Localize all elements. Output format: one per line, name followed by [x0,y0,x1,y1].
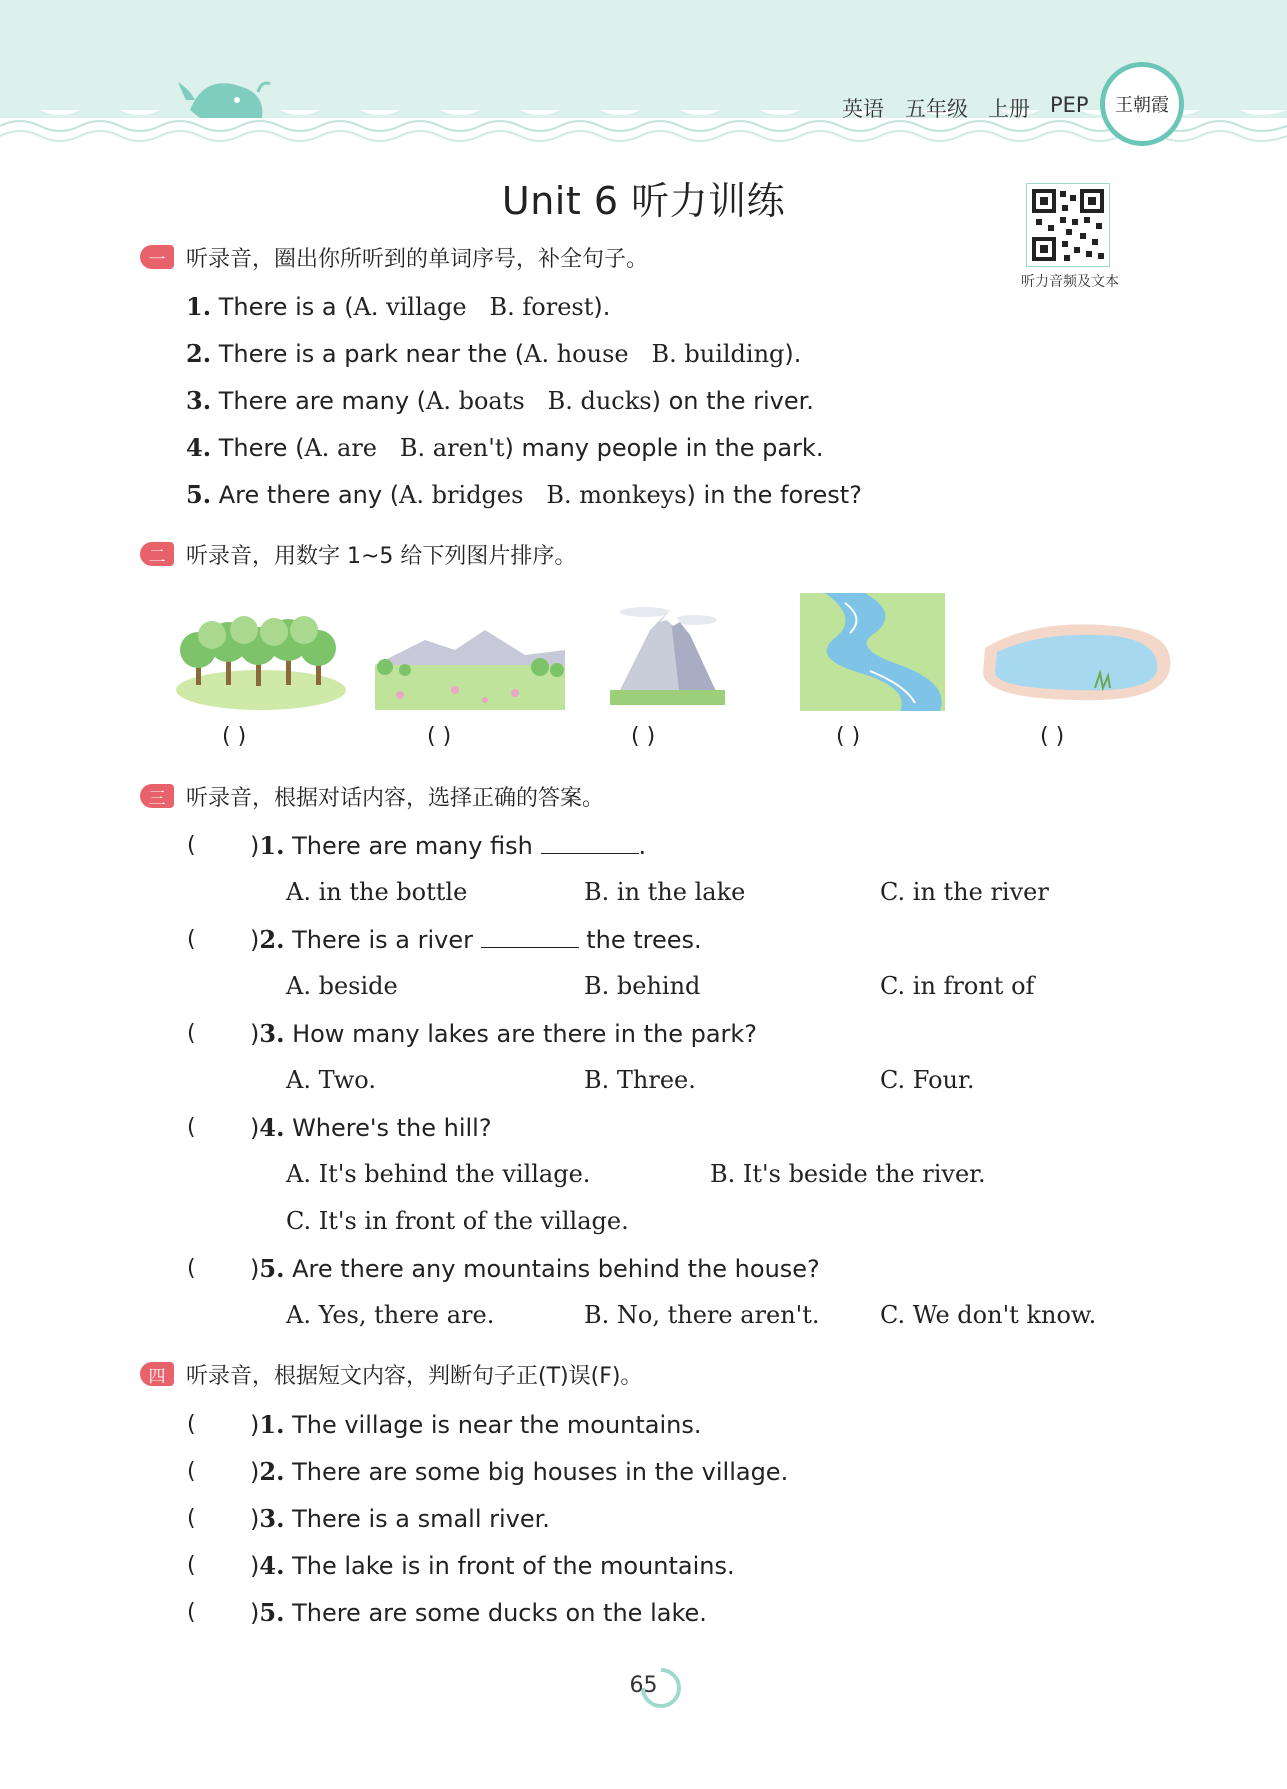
s1-item-4: 4. There (A. are B. aren't) many people in the park. [186,433,824,462]
section-2-badge: 二 [140,542,174,566]
section-4-header [140,1359,642,1389]
s3-q4-option-a[interactable]: A. It's behind the village. [286,1160,591,1188]
s3-q1: )1. There are many fish . [250,831,647,860]
s3-q1-option-a[interactable]: A. in the bottle [286,878,468,906]
mountain-picture [605,590,730,710]
s4-s4-paren-open[interactable]: ( [187,1553,196,1578]
s4-s3-paren-open[interactable]: ( [187,1506,196,1531]
section-1-badge: 一 [140,245,174,269]
s4-statement-3: )3. There is a small river. [250,1504,550,1533]
s3-q3-option-a[interactable]: A. Two. [286,1066,376,1094]
s4-statement-1: )1. The village is near the mountains. [250,1410,702,1439]
s3-q2-blank[interactable] [481,925,579,948]
s3-q2-option-a[interactable]: A. beside [286,972,398,1000]
s4-s1-paren-open[interactable]: ( [187,1412,196,1437]
s2-answer-1[interactable]: ( ) [222,724,247,749]
s3-q2: )2. There is a river the trees. [250,925,702,954]
s3-q5: )5. Are there any mountains behind the house? [250,1254,820,1283]
s3-q1-blank[interactable] [541,831,639,854]
s1-item-1: 1. There is a (A. village B. forest). [186,292,611,321]
header-grade: 五年级 [905,97,968,121]
s3-q2-paren-open[interactable]: ( [187,927,196,952]
s4-s5-paren-open[interactable]: ( [187,1600,196,1625]
s3-q4: )4. Where's the hill? [250,1113,492,1142]
forest-picture [176,600,346,710]
header-band [0,0,1287,160]
s2-answer-2[interactable]: ( ) [427,724,452,749]
section-3-badge: 三 [140,784,174,808]
section-2-header [140,539,576,569]
s4-statement-2: )2. There are some big houses in the village. [250,1457,789,1486]
section-4-instruction: 听录音，根据短文内容，判断句子正(T)误(F)。 [186,1363,643,1389]
page-number: 65 [629,1673,658,1698]
s3-q4-paren-open[interactable]: ( [187,1115,196,1140]
s1-item-5: 5. Are there any (A. bridges B. monkeys) in the forest? [186,480,862,509]
header-edition: PEP [1050,93,1089,117]
meadow-picture [375,615,565,710]
s3-q2-option-b[interactable]: B. behind [584,972,701,1000]
s4-statement-4: )4. The lake is in front of the mountains. [250,1551,735,1580]
header-volume: 上册 [988,97,1030,121]
header-subject: 英语 [842,97,884,121]
s3-q1-paren-open[interactable]: ( [187,833,196,858]
brand-name: 王朝霞 [1115,95,1169,116]
s3-q3-option-b[interactable]: B. Three. [584,1066,696,1094]
qr-code-icon [1026,183,1110,267]
s2-answer-4[interactable]: ( ) [836,724,861,749]
s3-q4-option-c[interactable]: C. It's in front of the village. [286,1207,629,1235]
s3-q4-option-b[interactable]: B. It's beside the river. [710,1160,986,1188]
lake-picture [975,618,1175,708]
s3-q1-option-b[interactable]: B. in the lake [584,878,746,906]
section-3-instruction: 听录音，根据对话内容，选择正确的答案。 [186,785,605,811]
section-2-instruction: 听录音，用数字 1~5 给下列图片排序。 [186,543,577,569]
page-title: Unit 6 听力训练 [501,179,786,223]
section-3-header [140,781,604,811]
section-1-instruction: 听录音，圈出你所听到的单词序号，补全句子。 [186,246,649,272]
river-picture [800,593,945,711]
s3-q5-option-b[interactable]: B. No, there aren't. [584,1301,820,1329]
s3-q5-option-a[interactable]: A. Yes, there are. [286,1301,495,1329]
s3-q5-option-c[interactable]: C. We don't know. [880,1301,1097,1329]
s3-q5-paren-open[interactable]: ( [187,1256,196,1281]
s1-item-3: 3. There are many (A. boats B. ducks) on the river. [186,386,814,415]
s2-answer-3[interactable]: ( ) [631,724,656,749]
s3-q2-option-c[interactable]: C. in front of [880,972,1035,1000]
section-1-header [140,242,648,272]
s1-item-2: 2. There is a park near the (A. house B. building). [186,339,802,368]
s3-q1-option-c[interactable]: C. in the river [880,878,1049,906]
s4-statement-5: )5. There are some ducks on the lake. [250,1598,707,1627]
s2-answer-5[interactable]: ( ) [1040,724,1065,749]
s3-q3-paren-open[interactable]: ( [187,1021,196,1046]
brand-logo [1100,62,1184,146]
qr-caption: 听力音频及文本 [1021,274,1119,290]
s3-q3-option-c[interactable]: C. Four. [880,1066,975,1094]
section-4-badge: 四 [140,1362,174,1386]
s4-s2-paren-open[interactable]: ( [187,1459,196,1484]
s3-q3: )3. How many lakes are there in the park? [250,1019,758,1048]
